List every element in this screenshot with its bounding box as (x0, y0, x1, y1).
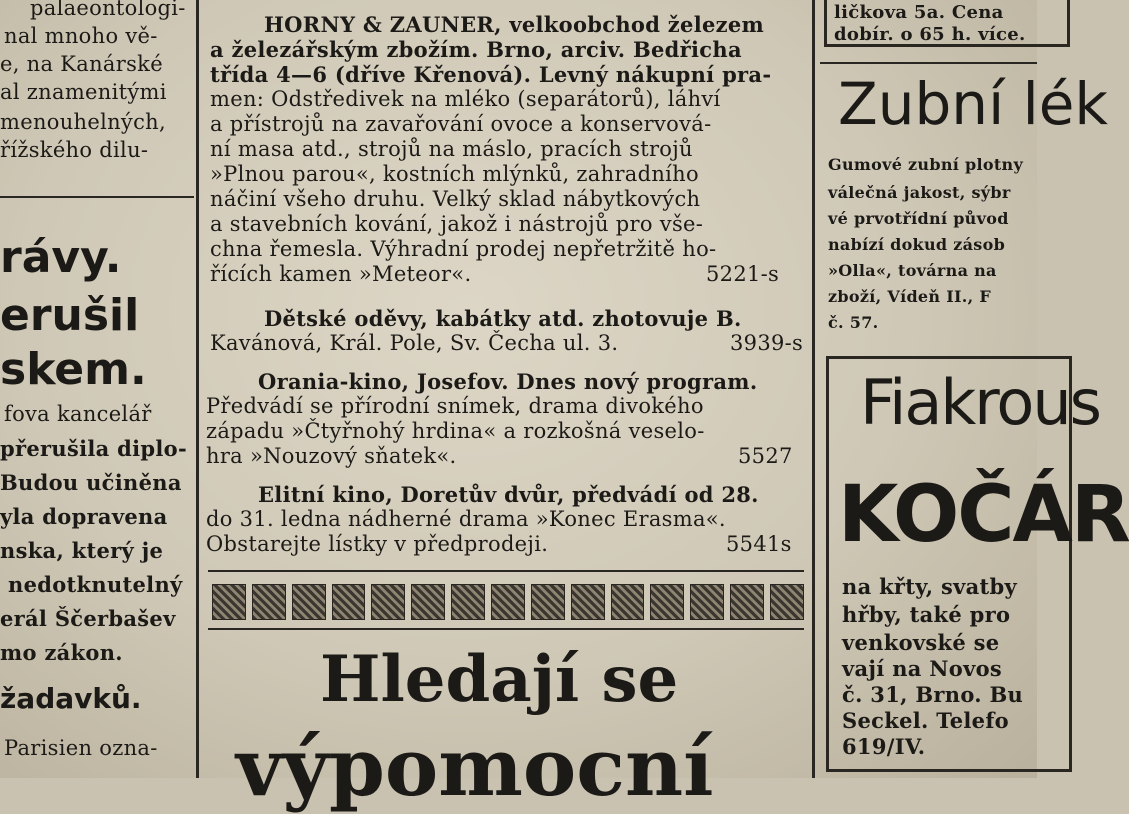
ad-line: náčiní všeho druhu. Velký sklad nábytkových (210, 187, 701, 211)
ornament-tile (451, 584, 485, 620)
left-heading: skem. (0, 344, 147, 395)
column-rule-left (196, 0, 199, 778)
ornament-tile (212, 584, 246, 620)
decorative-border (212, 584, 804, 620)
ad-line: a stavebních kování, jakož i nástrojů pro vše- (210, 212, 704, 236)
ad-line: Elitní kino, Doretův dvůr, předvádí od 28. (258, 482, 759, 507)
box-line: hřby, také pro (842, 602, 1011, 627)
left-line: mo zákon. (0, 640, 123, 665)
left-line: Budou učiněna (0, 470, 182, 495)
left-line: e, na Kanárské (0, 52, 163, 76)
left-line: nal mnoho vě- (4, 24, 158, 48)
left-line: erál Ščerbašev (0, 606, 176, 631)
ornament-tile (690, 584, 724, 620)
left-line: Parisien ozna- (4, 736, 158, 760)
right-divider (820, 62, 1037, 64)
ornament-tile (770, 584, 804, 620)
ad-line: do 31. ledna nádherné drama »Konec Erasma«. (206, 507, 726, 531)
ornament-tile (411, 584, 445, 620)
box-line: vají na Novos (842, 656, 1003, 681)
ad-line: »Plnou parou«, kostních mlýnků, zahradního (210, 162, 699, 186)
middle-divider (208, 570, 804, 572)
right-line: č. 57. (828, 313, 879, 332)
left-line: fova kancelář (4, 402, 152, 426)
ad-line: řících kamen »Meteor«. (210, 262, 472, 286)
ad-line: ní masa atd., strojů na máslo, pracích strojů (210, 137, 693, 161)
left-line: řížského dilu- (0, 138, 149, 162)
big-heading: výpomocní (236, 720, 714, 814)
right-line: ličkova 5a. Cena (834, 2, 1004, 23)
right-line: zboží, Vídeň II., F (828, 287, 992, 306)
left-line: nedotknutelný (8, 572, 183, 597)
box-heading: Fiakrous (860, 366, 1100, 439)
ad-line: Předvádí se přírodní snímek, drama divokého (206, 394, 704, 418)
middle-divider (208, 628, 804, 630)
box-line: na křty, svatby (842, 574, 1018, 599)
ad-line: západu »Čtyřnohý hrdina« a rozkošná veselo- (206, 419, 705, 443)
left-column (0, 0, 194, 778)
ornament-tile (531, 584, 565, 620)
box-line: venkovské se (842, 630, 1000, 655)
ornament-tile (292, 584, 326, 620)
right-line: »Olla«, továrna na (828, 261, 997, 280)
box-line: 619/IV. (842, 734, 926, 759)
ad-code: 5221-s (706, 262, 780, 286)
ad-line: men: Odstředivek na mléko (separátorů), láhví (210, 87, 721, 111)
ad-line: Obstarejte lístky v předprodeji. (206, 532, 549, 556)
ornament-tile (571, 584, 605, 620)
right-line: Gumové zubní plotny (828, 155, 1024, 174)
left-heading: erušil (0, 290, 140, 341)
ad-code: 5527 (738, 444, 793, 468)
right-line: válečná jakost, sýbr (828, 183, 1011, 202)
ornament-tile (371, 584, 405, 620)
column-rule-right (812, 0, 815, 778)
left-line: nska, který je (0, 538, 164, 563)
ad-line: hra »Nouzový sňatek«. (206, 444, 457, 468)
ad-line: třída 4—6 (dříve Křenová). Levný nákupní pra- (210, 62, 772, 87)
left-line: menouhelných, (0, 110, 166, 134)
ad-line: Kavánová, Král. Pole, Sv. Čecha ul. 3. (210, 331, 619, 355)
ad-line: Dětské oděvy, kabátky atd. zhotovuje B. (264, 306, 742, 331)
left-heading: žadavků. (0, 682, 142, 715)
box-heading: KOČÁR (838, 470, 1129, 560)
right-line: vé prvotřídní původ (828, 209, 1009, 228)
ornament-tile (611, 584, 645, 620)
middle-column (206, 0, 806, 814)
ad-line: chna řemesla. Výhradní prodej nepřetržitě ho- (210, 237, 717, 261)
ad-line: a přístrojů na zavařování ovoce a konservová- (210, 112, 712, 136)
right-line: dobír. o 65 h. více. (834, 24, 1026, 45)
right-heading: Zubní lék (838, 70, 1109, 138)
box-line: Seckel. Telefo (842, 708, 1009, 733)
box-line: č. 31, Brno. Bu (842, 682, 1024, 707)
left-heading: rávy. (0, 232, 122, 283)
left-line: palaeontologi- (30, 0, 186, 20)
left-line: přerušila diplo- (0, 436, 187, 461)
right-line: nabízí dokud zásob (828, 235, 1006, 254)
ad-line: Orania-kino, Josefov. Dnes nový program. (258, 369, 758, 394)
right-column (820, 0, 1129, 778)
big-heading: Hledají se (320, 642, 679, 717)
ornament-tile (730, 584, 764, 620)
left-divider (0, 196, 194, 198)
ad-code: 3939-s (730, 331, 804, 355)
left-line: al znamenitými (0, 80, 167, 104)
ornament-tile (491, 584, 525, 620)
ornament-tile (332, 584, 366, 620)
ad-code: 5541s (726, 532, 792, 556)
ad-line: a železářským zbožím. Brno, arciv. Bedřicha (210, 37, 742, 62)
ornament-tile (252, 584, 286, 620)
ornament-tile (650, 584, 684, 620)
ad-line: HORNY & ZAUNER, velkoobchod železem (264, 12, 765, 37)
left-line: yla dopravena (0, 504, 168, 529)
